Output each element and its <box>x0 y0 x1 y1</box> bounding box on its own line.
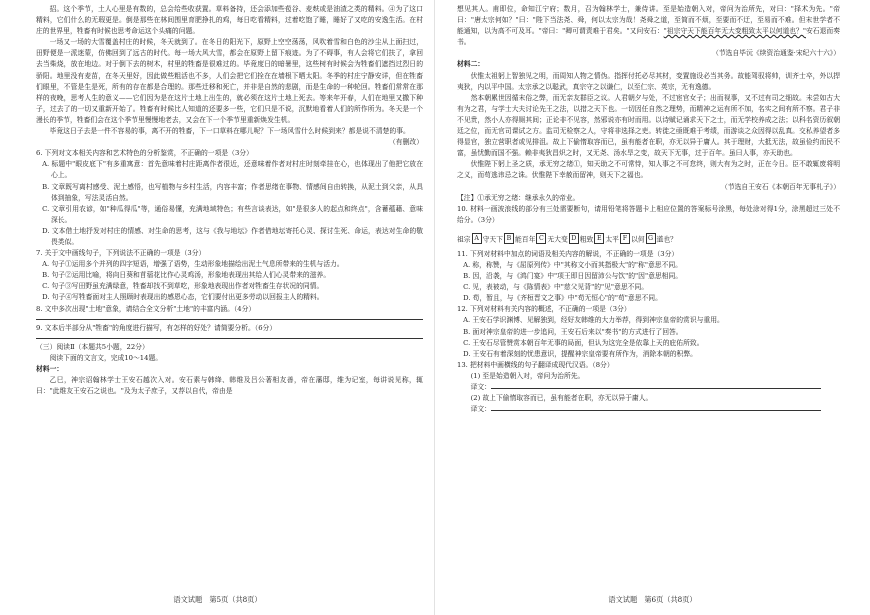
essay-paragraph-1: 招。这个季节，土人心里是有数的，总会给些收获置。草料备持，还会添加些苞谷、麦麸或是油渣之类的精料。④为了这口精料，它们什么的无瑕更是。倒是那些在林间围里育肥挣扎的鸡，每日吃看精料，过着吃饱了睡，睡好了又吃的安逸生活。在村庄的世界里，牲畜有时候也思考命运这个头痛的问题。 <box>36 5 423 36</box>
material-1-source: （节选自毕沅《续资治通鉴·宋纪六十六》） <box>712 49 840 58</box>
question-6-option-b: B. 文章既写离村感受、泥土感悟，也写植物与乡村生活，内容丰富；作者思绪在事物、情感间自由转换，从泥土到父亲，从具体到抽象，写法灵活自然。 <box>42 182 423 202</box>
essay-source-note: （有删改） <box>389 138 423 147</box>
segment-6: 太平 <box>605 235 619 244</box>
segment-2: 守天下 <box>482 235 503 244</box>
material-2-source: （节选自王安石《本朝百年无事札子》） <box>721 182 840 191</box>
section-3-instruction: 阅读下面的文言文，完成10～14题。 <box>49 353 163 362</box>
break-box-e[interactable]: E <box>594 233 604 244</box>
question-13: 13. 把材料中画横线的句子翻译成现代汉语。（8分） <box>457 360 614 369</box>
material-1-continued <box>457 4 840 48</box>
question-12: 12. 下列对材料有关内容的概述，不正确的一项是（3分） <box>457 305 631 314</box>
translation-label: 译文： <box>470 405 491 414</box>
segment-1: 祖宗 <box>457 235 471 244</box>
sentence-break-options <box>457 228 840 247</box>
essay-paragraph-2: 一场又一场的大雪覆盖村庄的时候，冬天就到了。在冬日的阳光下，原野上空空荡荡，风吹着雪和白色的沙尘从上面扫过，田野便是一派迷蒙，仿佛回到了远古的时代。每一场大风大雪，都会在原野上留下痕迹。为了不碍事，有人会将它们扶了，拿回去当柴烧，放在地边。对于倒下去的树木，村里的牲畜是很难过的。毕竟度日的暗暑里，这些树有时候会为牲畜们遮挡过烈日的骄阳。地里没有麦苗，在冬天里好，因此做些粗活也不多，人们会把它们拴在在墙根下晒太阳。冬季的村庄宁静安详，但在牲畜们眼里，不管是生是死，所有的存在都是合理的。那些迁移和死亡，并非是自然的悲剧，而是生命的一种轮回。牲畜们常常在那样的夜晚，思考人生的意义——它们因为是在这片土地上出生的，就必须在这片土地上死去。等来年开春，人们在地里又撒下种子，过去了的一切又重新开始了。牲畜有时候比人知道的还要多一些，它们只是不说，沉默地看着人们的所作所为。冬天是一个漫长的季节，牲畜们会在这个季节里慢慢地老去，又会在下一个季节里重新焕发生机。 <box>36 38 423 124</box>
material-1-text-b: 安石退而奏书。 <box>457 27 840 47</box>
question-7-option-a: A. 句子①运用多个并列的四字短语，增强了语势，生动形象地描绘出泥土气息所带来的生机与活力。 <box>42 260 344 269</box>
question-13-item-2: (2) 故上下偷惰取容而已，虽有能者在职，亦无以异于庸人。 <box>470 394 653 403</box>
footer-left: 语文试题 第5页（共8页） <box>173 595 262 604</box>
question-11-option-d: D. 苟，暂且，与《齐桓晋文之事》中"苟无恒心"的"苟"意思不同。 <box>463 294 662 303</box>
section-3-heading: （三）阅读Ⅱ（本题共5小题，22分） <box>36 342 149 351</box>
question-7-option-b: B. 句子②运用比喻，将向日葵和苜蓿花比作心灵鸡汤，形象地表现出其给人们心灵带来的滋养。 <box>42 271 331 280</box>
question-11-option-c: C. 见，表被动，与《陈情表》中"慈父见背"的"见"意思不同。 <box>463 283 649 292</box>
segment-8: 道也？ <box>656 235 677 244</box>
segment-7: 以何 <box>630 235 645 244</box>
break-box-d[interactable]: D <box>569 233 579 244</box>
break-box-g[interactable]: G <box>646 233 656 244</box>
annotation-note: 【注】①承无穷之绪：继承永久的帝业。 <box>457 193 580 202</box>
break-box-c[interactable]: C <box>536 233 546 244</box>
material-1-text: 乙巳，神宗诏翰林学士王安石越次入对。安石素与韩绛、韩维及吕公著相友善，帝在藩邸，维为记室，每讲说见称，辄曰："此维友王安石之说也。"及为太子庶子，又荐以自代，帝由是 <box>36 376 423 396</box>
page-right <box>435 0 870 615</box>
question-11-option-b: B. 因，沿袭，与《鸿门宴》中"项王即日因留沛公与饮"的"因"意思相同。 <box>463 272 683 281</box>
question-9: 9. 文本后半部分从"牲畜"的角度进行描写，有怎样的好处？请简要分析。（6分） <box>36 323 277 332</box>
essay-paragraph-3: 毕竟这日子去是一件不容易的事，离不开的牲畜，下一口草料在哪儿呢？下一场风雪什么时候到来？都是说不清楚的事。 <box>49 127 410 136</box>
answer-line <box>36 338 423 339</box>
question-12-option-b: B. 面对神宗皇帝的进一步追问，王安石后来以"奏书"的方式进行了回答。 <box>463 327 683 336</box>
question-6-option-a: A. 标题中"眼皮底下"有多重寓意：首先意味着村庄距离作者很近，还意味着作者对村庄时刻牵挂在心，也体现出了他把它放在心上。 <box>42 160 423 180</box>
question-7-option-c: C. 句子③写田野虽充满绿意，牲畜却找不到草吃，形象地表现出作者对牲畜生存状况的同情。 <box>42 282 324 291</box>
translation-label: 译文： <box>470 383 491 391</box>
segment-5: 粗致 <box>579 235 594 244</box>
material-2-paragraph-3: 伏惟陛下躬上圣之质，承无穷之绪①，知天助之不可常恃，知人事之不可怠终，则大有为之时，正在今日。臣不敢辄废将明之义，而苟逃讳忌之诛。伏惟陛下幸赦而留神，则天下之福也。 <box>457 160 840 180</box>
answer-line <box>36 319 423 320</box>
question-8: 8. 文中多次出现"土地"意象，请结合全文分析"土地"的丰富内涵。（4分） <box>36 304 256 313</box>
answer-blank[interactable] <box>491 388 821 389</box>
material-1-label: 材料一： <box>36 364 64 373</box>
question-7-option-d: D. 句子④写牲畜面对主人照顾时表现出的感恩心态，它们要付出更多劳动以回报主人的精料。 <box>42 293 324 302</box>
question-12-option-d: D. 王安石有着深刻的忧患意识，提醒神宗皇帝要有所作为，消除本朝的积弊。 <box>463 349 697 358</box>
question-10: 10. 材料一画波浪线的部分有三处需要断句，请用铅笔将答题卡上相应位置的答案标号涂黑，每处涂对得1分，涂黑超过三处不给分。（3分） <box>457 204 840 224</box>
question-12-option-c: C. 王安石尽管赞赏本朝百年无事的局面，但认为这完全是依靠上天的庇佑所致。 <box>463 338 704 347</box>
question-12-option-a: A. 王安石学识渊博、见解独到，经好友韩维的大力举荐，得到神宗皇帝的赏识与重用。 <box>463 316 724 325</box>
translation-line-1 <box>457 382 840 393</box>
break-box-f[interactable]: F <box>620 233 630 244</box>
material-2-paragraph-1: 伏惟太祖躬上智独见之明，而周知人物之情伪。指挥付托必尽其材，变置施设必当其务。故能驾驭将帅，训齐士卒，外以捍夷狄，内以平中国。太宗承之以聪武，真宗守之以谦仁，以至仁宗、英宗，无有逸德。 <box>457 71 840 91</box>
material-1-text-a: 想见其人。甫即位，命知江宁府；数月，召为翰林学士，兼侍讲。至是始造朝入对，帝问为治所先，对曰："择术为先。"帝曰："唐太宗何如？"曰："陛下当法尧、舜，何以太宗为哉！尧舜之道，至简而不烦，至要而不迂，至易而不难。但末世学者不能通知，以为高不可及耳。"帝曰："卿可谓责难于君矣。"又问安石： <box>457 5 840 36</box>
question-6-option-d: D. 文本借土地抒发对村庄的情感、对生命的思考，这与《我与地坛》作者借地坛寄托心灵、探讨生死、命运，表达对生命的敬畏类似。 <box>42 226 423 246</box>
question-11: 11. 下列对材料中加点的词语及相关内容的解说，不正确的一项是（3分） <box>457 249 679 258</box>
footer-right: 语文试题 第6页（共8页） <box>608 595 697 604</box>
translation-line-2 <box>457 404 840 415</box>
material-2-paragraph-2: 然本朝累世因循末俗之弊，而无亲友群臣之议。人君朝夕与处，不过宦官女子；出而视事，又不过有司之细故。未尝如古大有为之君，与学士大夫讨论先王之法，以措之天下也。一切因任自然之理势，而精神之运有所不加，名实之间有所不察。君子非不见贵，然小人亦得厕其间；正论非不见容，然邪说亦有时而用。以诗赋记诵求天下之士，而无学校养成之法；以科名资历叙朝廷之位，而无官司课试之方。监司无检察之人，守将非选择之吏。转徙之亟既难于考绩，而游谈之众因得以乱真。交私养望者多得显官，独立营职者或见排沮。故上下偷惰取容而已，虽有能者在职，亦无以异于庸人。其于理财，大抵无法，故虽俭约而民不富，虽忧勤而国不强。赖非夷狄昌炽之时，又无尧、汤水旱之变，故天下无事，过于百年。虽曰人事，亦天助也。 <box>457 93 840 158</box>
segment-4: 无大变 <box>547 235 568 244</box>
material-2-label: 材料二： <box>457 60 485 69</box>
question-6-option-c: C. 文章引用农谚，如"种瓜得瓜"等，通俗易懂，充满地域特色；有些言谈表达，如"是很多人的起点和终点"，含蓄蕴藉、意味深长。 <box>42 204 423 224</box>
question-11-option-a: A. 称，称赞，与《屈原列传》中"其称文小而其指极大"的"称"意思不同。 <box>463 260 682 269</box>
segment-3: 能百年 <box>514 235 536 244</box>
question-7: 7. 关于文中画线句子，下列说法不正确的一项是（3分） <box>36 249 206 258</box>
answer-blank[interactable] <box>491 410 821 411</box>
question-13-item-1: (1) 至是始造朝入对，帝问为治所先。 <box>470 371 585 380</box>
question-6: 6. 下列对文本相关内容和艺术特色的分析鉴赏，不正确的一项是（3分） <box>36 149 253 158</box>
wavy-underlined-sentence: "祖宗守天下能百年无大变粗致太平以何道也？" <box>663 27 806 36</box>
break-box-b[interactable]: B <box>504 233 514 244</box>
break-box-a[interactable]: A <box>472 233 482 244</box>
